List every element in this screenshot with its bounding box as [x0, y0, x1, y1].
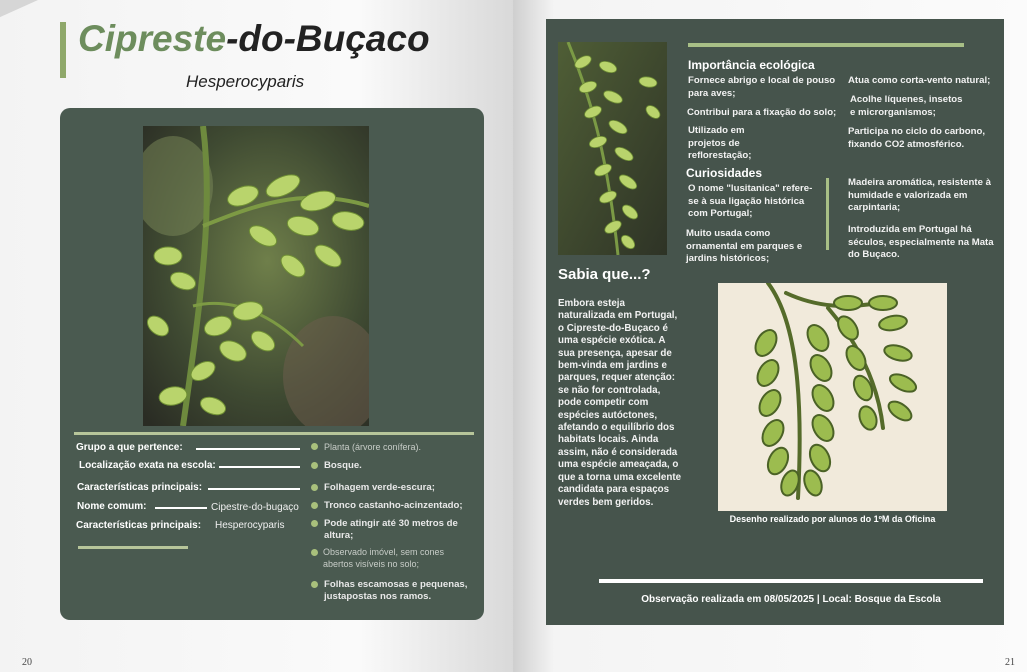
did-you-know-heading: Sabia que...?: [558, 266, 651, 283]
field-line-group: [196, 448, 300, 450]
bullet-icon: [311, 443, 318, 450]
did-you-know-text: Embora esteja naturalizada em Portugal, o Cipreste-do-Buçaco é uma espécie exótica. A sua presença, apesar de bem-vinda em jardins e parques, requer atenção: se não for controlada, pode competir com espécies autóctones, afetando o equilíbrio dos habitats locais. Ainda assim, não é considerada uma espécie ameaçada, o que a torna uma excelente candidata para espaços verdes bem geridos.: [558, 298, 682, 508]
importance-item: Acolhe líquenes, insetos e microrganismos;: [850, 94, 963, 118]
drawing-caption: Desenho realizado por alunos do 1ºM da Oficina: [729, 514, 936, 524]
importance-item: Contribui para a fixação do solo;: [687, 107, 837, 118]
bullet-icon: [311, 549, 318, 556]
curiosity-item: Introduzida em Portugal há séculos, especialmente na Mata do Buçaco.: [848, 224, 994, 260]
bullet-icon: [311, 462, 318, 469]
page-number: 21: [1005, 657, 1015, 668]
importance-item: Participa no ciclo do carbono, fixando CO2 atmosférico.: [848, 126, 986, 150]
field-line-location: [219, 466, 300, 468]
field-label-location: Localização exata na escola:: [79, 460, 216, 471]
title-dark-part: -do-Buçaco: [226, 18, 430, 59]
title-green-part: Cipreste: [78, 18, 227, 59]
section-divider: [74, 432, 474, 435]
importance-heading: Importância ecológica: [688, 58, 815, 72]
characteristic-item: Observado imóvel, sem cones abertos visíveis no solo;: [323, 547, 445, 569]
importance-item: Atua como corta-vento natural;: [848, 75, 991, 86]
vertical-accent-bar: [826, 178, 829, 250]
characteristic-item: Pode atingir até 30 metros de altura;: [324, 518, 458, 541]
characteristic-item: Tronco castanho-acinzentado;: [324, 500, 463, 511]
page-number: 20: [22, 657, 32, 668]
field-value-common-name: Cipestre-do-bugaço: [211, 502, 299, 513]
field-label-characteristics-2: Características principais:: [76, 520, 202, 531]
importance-item: Utilizado em projetos de reflorestação;: [688, 125, 752, 161]
observation-divider: [599, 579, 983, 583]
cypress-branch-photo: [143, 126, 369, 426]
title-accent-bar: [60, 22, 66, 78]
section-divider: [688, 43, 964, 47]
scientific-name: Hesperocyparis: [186, 72, 305, 91]
student-drawing: [718, 283, 947, 511]
curiosity-item: Muito usada como ornamental em parques e jardins históricos;: [686, 228, 803, 264]
field-line-characteristics: [208, 488, 300, 490]
bullet-icon: [311, 484, 318, 491]
curiosity-item: Madeira aromática, resistente à humidade e valorizada em carpintaria;: [848, 177, 991, 213]
bullet-icon: [311, 520, 318, 527]
field-label-common-name: Nome comum:: [77, 501, 147, 512]
characteristic-item: Folhagem verde-escura;: [324, 482, 435, 493]
characteristic-item: Planta (árvore conífera).: [324, 442, 422, 452]
field-label-group: Grupo a que pertence:: [76, 442, 183, 453]
characteristic-item: Bosque.: [324, 460, 362, 471]
field-value-scientific: Hesperocyparis: [215, 520, 285, 531]
field-label-characteristics: Características principais:: [77, 482, 203, 493]
curiosities-heading: Curiosidades: [686, 166, 763, 180]
bullet-icon: [311, 581, 318, 588]
importance-item: Fornece abrigo e local de pouso para aves;: [688, 75, 836, 99]
observation-note: Observação realizada em 08/05/2025 | Local: Bosque da Escola: [641, 594, 941, 605]
field-line-common-name: [155, 507, 207, 509]
page-title: [78, 18, 430, 60]
characteristic-item: Folhas escamosas e pequenas, justapostas nos ramos.: [324, 579, 468, 602]
page-corner-fold: [0, 0, 38, 18]
short-divider: [78, 546, 188, 549]
bullet-icon: [311, 502, 318, 509]
left-page: [0, 0, 513, 672]
curiosity-item: O nome "lusitanica" refere-se à sua ligação histórica com Portugal;: [688, 183, 813, 219]
cypress-branch-photo-small: [558, 42, 667, 255]
